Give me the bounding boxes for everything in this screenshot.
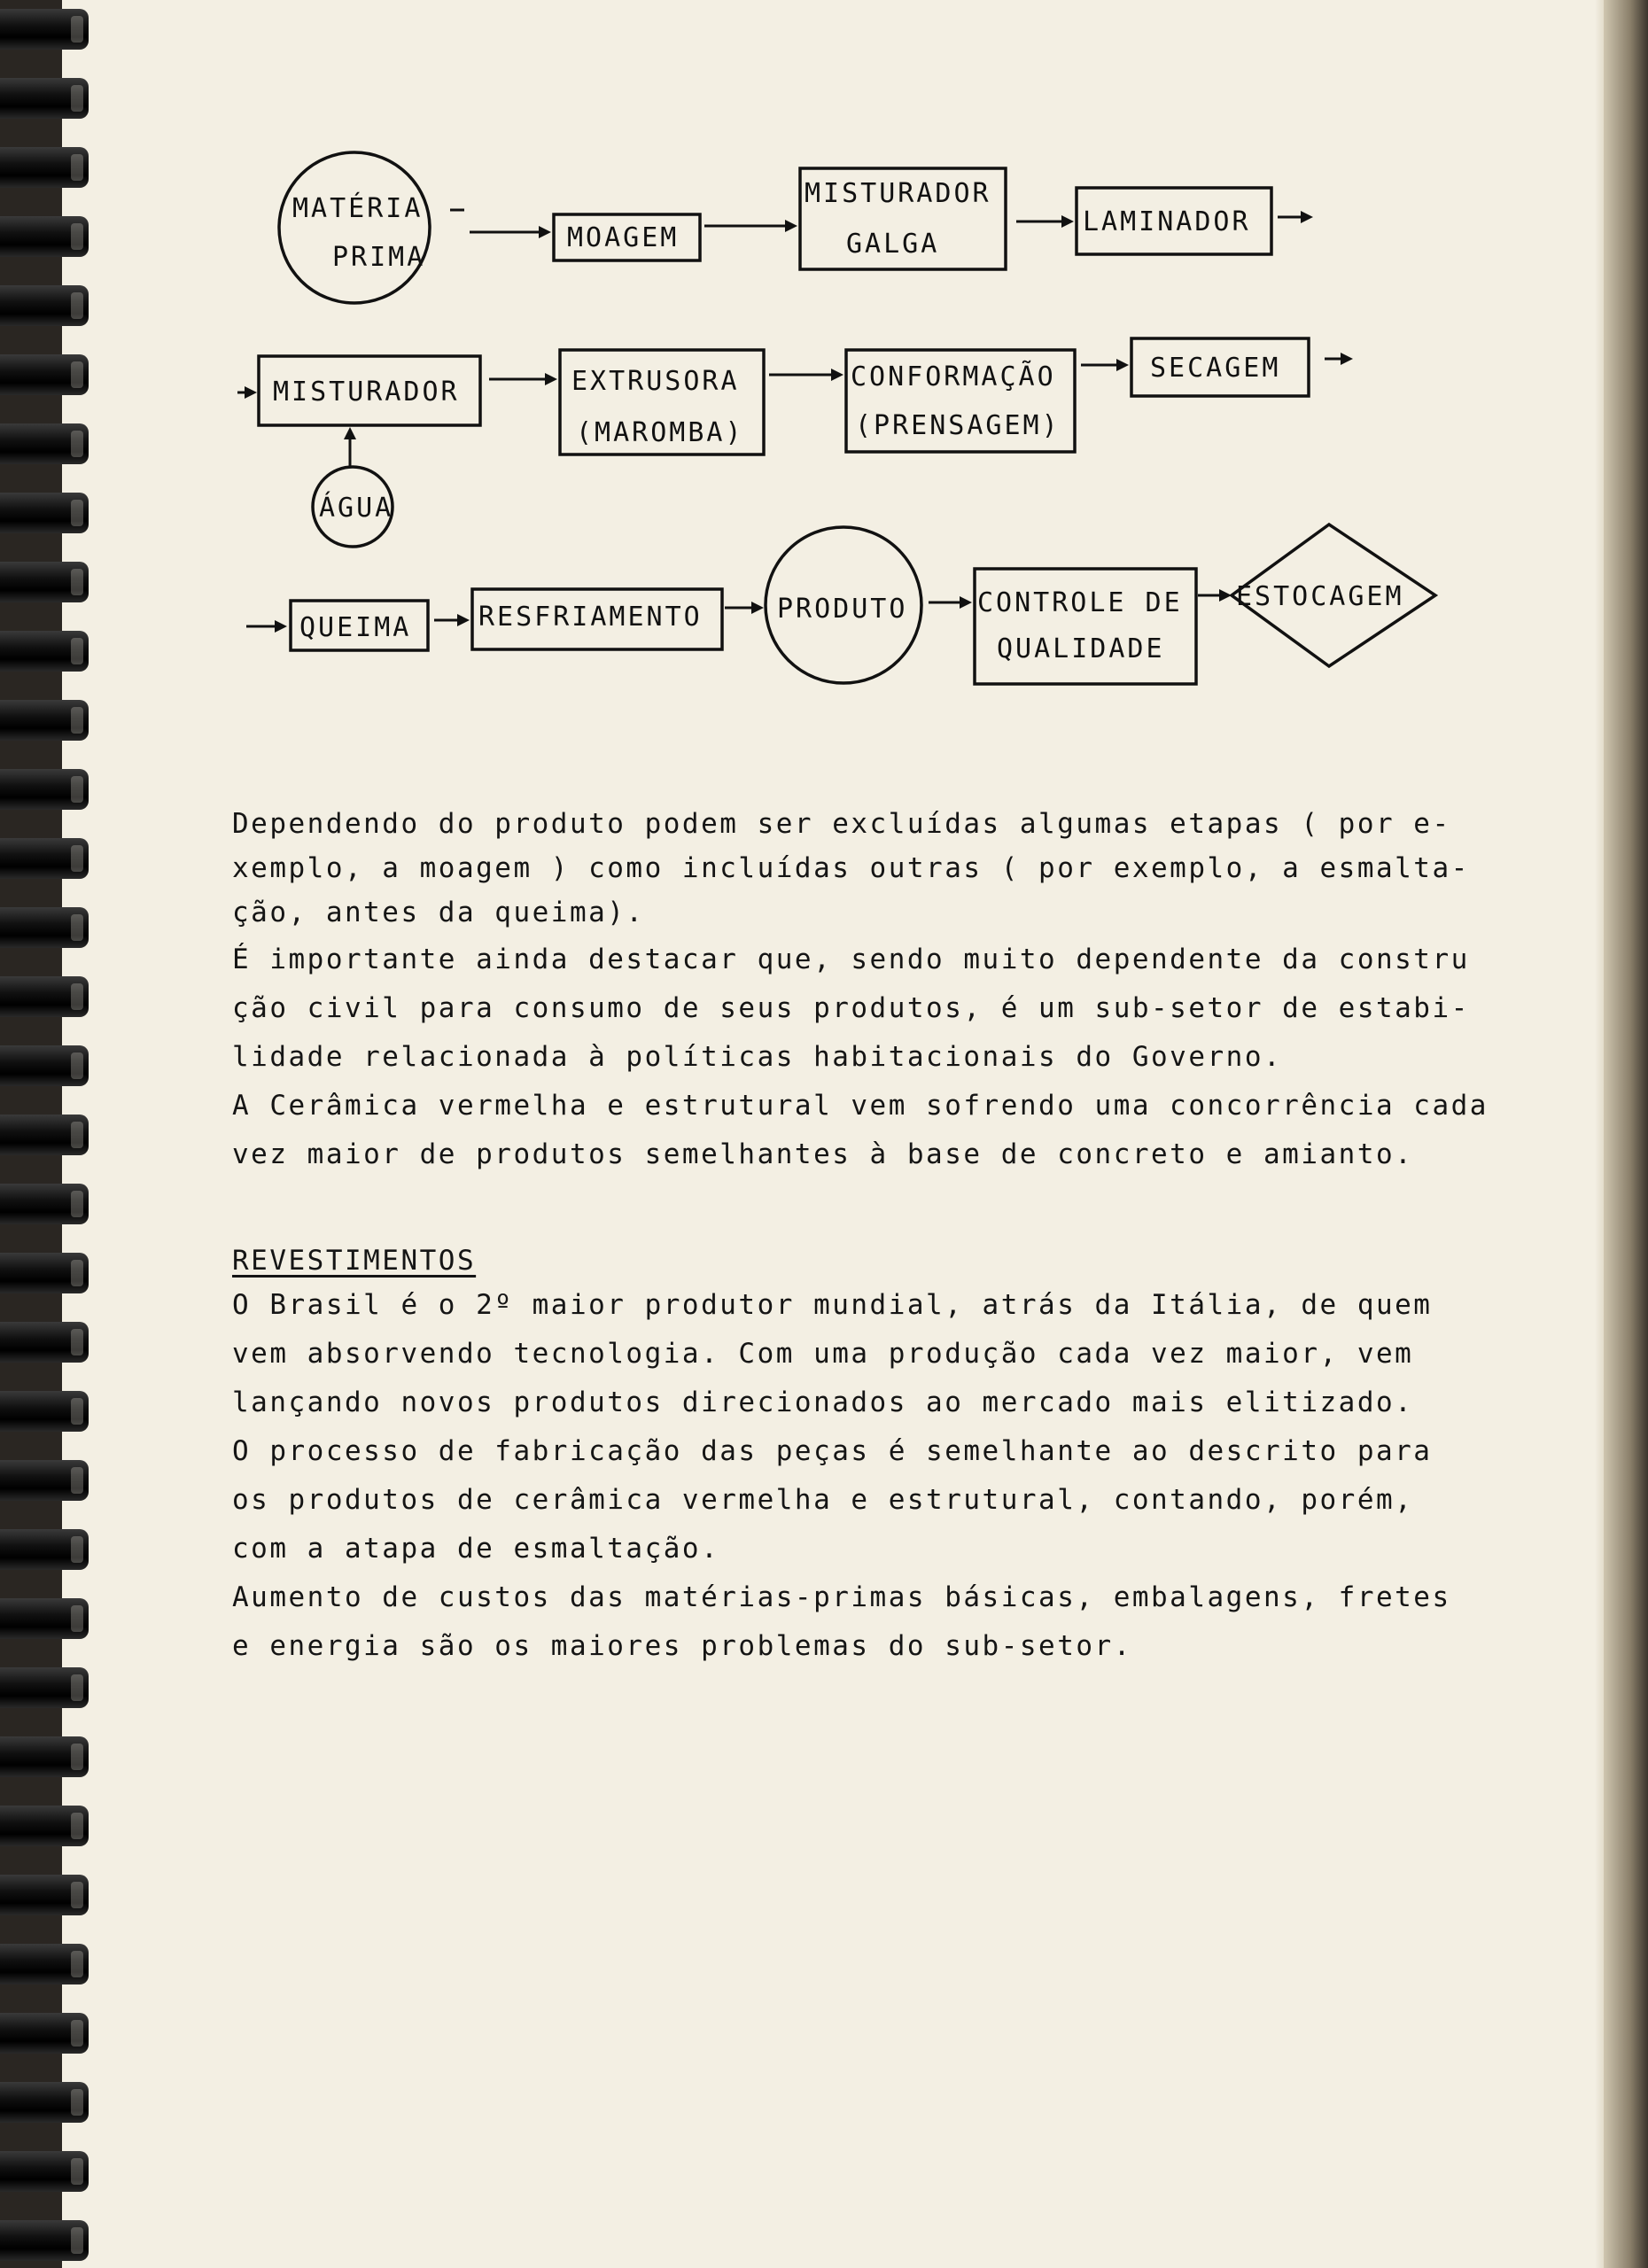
process-flowchart (0, 0, 1648, 726)
paragraph-1-line-3: ção, antes da queima). (232, 897, 645, 928)
paragraph-6-line-1: Aumento de custos das matérias-primas básicas, embalagens, fretes (232, 1581, 1451, 1613)
node-misturador-galga-line1: MISTURADOR (805, 178, 991, 209)
binding-ring (0, 769, 89, 810)
node-estocagem-label: ESTOCAGEM (1236, 581, 1404, 612)
arrowhead (545, 373, 557, 385)
arrowhead (275, 620, 287, 633)
paragraph-1-line-1: Dependendo do produto podem ser excluídas algumas etapas ( por e- (232, 808, 1451, 840)
section-heading-revestimentos: REVESTIMENTOS (232, 1245, 477, 1277)
binding-ring (0, 1460, 89, 1501)
node-agua-label: ÁGUA (319, 493, 394, 524)
binding-ring (0, 1322, 89, 1363)
binding-ring (0, 1736, 89, 1777)
node-controle-line1: CONTROLE DE (977, 587, 1183, 618)
paragraph-2-line-1: É importante ainda destacar que, sendo muito dependente da constru (232, 944, 1470, 975)
node-queima-label: QUEIMA (299, 612, 412, 643)
binding-ring (0, 2013, 89, 2054)
node-conformacao-line1: CONFORMAÇÃO (851, 361, 1056, 392)
node-controle-qualidade (975, 569, 1196, 684)
binding-ring (0, 1184, 89, 1224)
node-secagem-label: SECAGEM (1150, 353, 1281, 384)
paragraph-5-line-1: O processo de fabricação das peças é semelhante ao descrito para (232, 1435, 1433, 1467)
paragraph-5-line-3: com a atapa de esmaltação. (232, 1533, 720, 1565)
paragraph-3-line-1: A Cerâmica vermelha e estrutural vem sofrendo uma concorrência cada (232, 1090, 1489, 1122)
binding-ring (0, 1944, 89, 1984)
arrowhead (457, 614, 470, 626)
paragraph-1-line-2: xemplo, a moagem ) como incluídas outras ( por exemplo, a esmalta- (232, 852, 1470, 884)
binding-ring (0, 2151, 89, 2192)
binding-ring (0, 2220, 89, 2261)
paragraph-5-line-2: os produtos de cerâmica vermelha e estrutural, contando, porém, (232, 1484, 1414, 1516)
arrowhead (1341, 353, 1353, 365)
node-extrusora-line1: EXTRUSORA (571, 366, 740, 397)
binding-ring (0, 1253, 89, 1293)
node-materia-prima-line2: PRIMA (332, 242, 426, 273)
paragraph-4-line-1: O Brasil é o 2º maior produtor mundial, atrás da Itália, de quem (232, 1289, 1433, 1321)
arrowhead (960, 596, 972, 609)
arrowhead (539, 226, 551, 238)
node-moagem-label: MOAGEM (567, 222, 680, 253)
arrowhead (245, 386, 257, 399)
binding-ring (0, 1806, 89, 1846)
binding-ring (0, 976, 89, 1017)
binding-ring (0, 1391, 89, 1432)
node-laminador-label: LAMINADOR (1083, 206, 1251, 237)
arrowhead (785, 220, 797, 232)
arrowhead (1061, 215, 1074, 228)
binding-ring (0, 2082, 89, 2123)
arrowhead (831, 369, 843, 381)
node-misturador-label: MISTURADOR (273, 377, 460, 408)
arrowhead (751, 602, 764, 614)
arrowhead (1301, 211, 1313, 223)
binding-ring (0, 1875, 89, 1915)
arrowhead (344, 427, 356, 439)
binding-ring (0, 1115, 89, 1155)
paragraph-4-line-3: lançando novos produtos direcionados ao mercado mais elitizado. (232, 1386, 1414, 1418)
paragraph-2-line-3: lidade relacionada à políticas habitacionais do Governo. (232, 1041, 1283, 1073)
node-controle-line2: QUALIDADE (997, 633, 1165, 664)
node-misturador-galga-line2: GALGA (846, 229, 940, 260)
paragraph-3-line-2: vez maior de produtos semelhantes à base de concreto e amianto. (232, 1138, 1414, 1170)
node-materia-prima-line1: MATÉRIA (292, 193, 424, 224)
node-materia-prima (279, 152, 430, 303)
binding-ring (0, 1667, 89, 1708)
paragraph-6-line-2: e energia são os maiores problemas do sub-setor. (232, 1630, 1132, 1662)
binding-ring (0, 838, 89, 879)
node-conformacao-line2: (PRENSAGEM) (855, 410, 1061, 441)
binding-ring (0, 1598, 89, 1639)
paragraph-2-line-2: ção civil para consumo de seus produtos, é um sub-setor de estabi- (232, 992, 1470, 1024)
node-extrusora-line2: (MAROMBA) (576, 417, 744, 448)
paragraph-4-line-2: vem absorvendo tecnologia. Com uma produção cada vez maior, vem (232, 1338, 1414, 1370)
binding-ring (0, 907, 89, 948)
arrowhead (1116, 359, 1129, 371)
node-produto-label: PRODUTO (777, 594, 908, 625)
binding-ring (0, 1045, 89, 1086)
binding-ring (0, 1529, 89, 1570)
node-resfriamento-label: RESFRIAMENTO (478, 602, 703, 633)
